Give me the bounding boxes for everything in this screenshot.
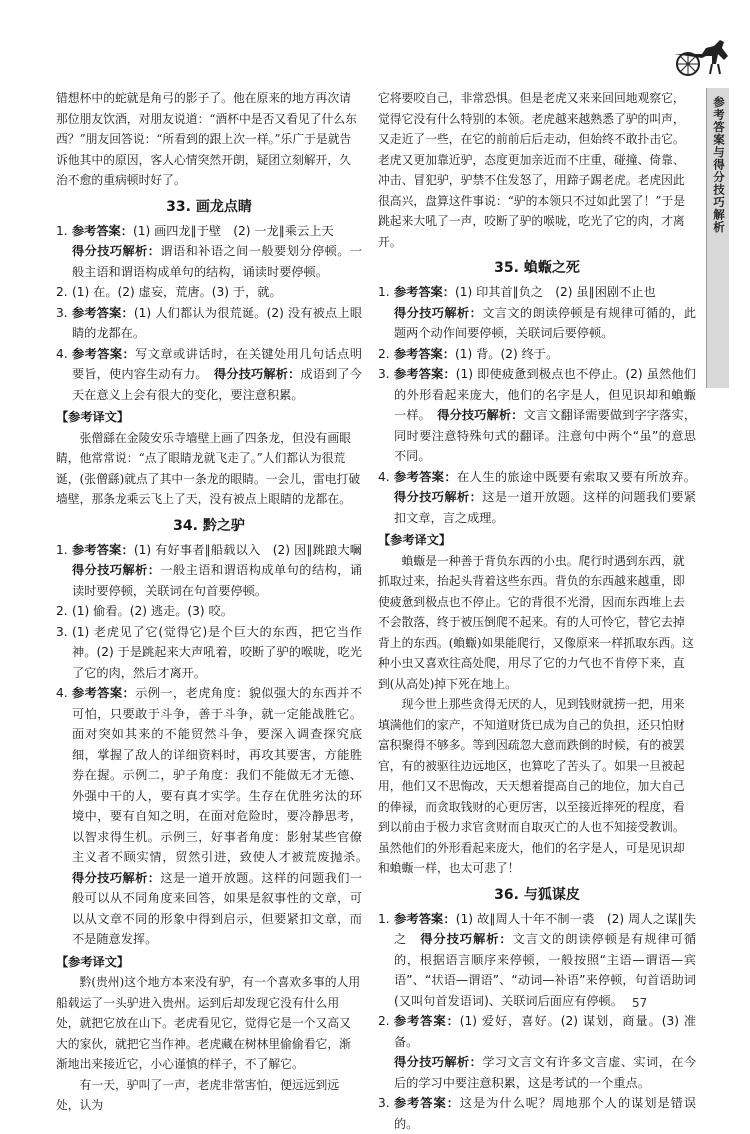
answer-item: 1. 参考答案：(1) 画四龙∥于壁 (2) 一龙∥乘云上天 [56,223,334,238]
answer-item: 1. 参考答案：(1) 有好事者∥船载以入 (2) 因∥跳踉大㘎 得分技巧解析：一般主语和谓语构成单句的结构，诵读时要停顿，关联词在句首要停顿。 [56,542,363,598]
left-column [56,88,362,1116]
translation-text: 张僧繇在金陵安乐寺墙壁上画了四条龙，但没有画眼睛，他常常说：“点了眼睛龙就飞走了。”人们都认为很荒诞，(张僧繇)就点了其中一条龙的眼睛。一会儿，雷电打破墙壁，那条龙乘云飞上了天，没有被点上眼睛的龙都在。 [56,430,361,506]
answer-item: 2. (1) 偷看。(2) 逃走。(3) 咬。 [56,604,233,618]
answer-item: 1. 参考答案：(1) 印其首∥负之 (2) 虽∥困剧不止也 [378,285,656,299]
translation-text: 蝜蝂是一种善于背负东西的小虫。爬行时遇到东西，就抓取过来，抬起头背着这些东西。背负的东西越来越重，即使疲惫到极点也不停止。它的背很不光滑，因而东西堆上去不会散落，终于被压倒爬不起来。有的人可怜它，替它去掉背上的东西。(蝜蝂)如果能爬行，又像原来一样抓取东西。这种小虫又喜欢往高处爬，用尽了它的力气也不肯停下来，直到(从高处)掉下死在地上。 [378,553,694,691]
answer-item: 4. 参考答案：写文章或讲话时，在关键处用几句话点明要旨，使内容生动有力。 得分技巧解析：成语到了今天在意义上会有很大的变化，要注意积累。 [56,346,363,402]
translation-text: 有一天，驴叫了一声，老虎非常害怕，便远远到远处，认为 [56,1077,340,1112]
translation-heading: 【参考译文】 [378,533,452,547]
section-title: 35. 蝜蝂之死 [494,260,580,276]
answer-item: 2. 参考答案：(1) 爱好，喜好。(2) 谋划，商量。(3) 准备。 [378,1014,697,1049]
translation-text: 黔(贵州)这个地方本来没有驴，有一个喜欢多事的人用船载运了一头驴进入贵州。运到后却发现它没有什么用处，就把它放在山下。老虎看见它，觉得它是一个又高又大的家伙，就把它当作神。老虎藏在树林里偷偷看它，渐渐地出来接近它，小心谨慎的样子，不了解它。 [56,975,361,1071]
answer-item: 3. 参考答案：(1) 即使疲惫到极点也不停止。(2) 虽然他们的外形看起来庞大，他们的名字是人，但见识却和蝜蝂一样。 得分技巧解析：文言文翻译需要做到字字落实，同时要注意特殊句式的翻译。注意句中两个“虽”的意思不同。 [378,367,697,463]
answer-item: 2. 参考答案：(1) 背。(2) 终于。 [378,346,559,361]
right-column [378,88,696,1134]
answer-item: 1. 参考答案：(1) 故∥周人十年不制一裘 (2) 周人之谋∥失之 得分技巧解析：文言文的朗读停顿是有规律可循的，根据语言顺序来停顿，一般按照“主语—谓语—宾语”、“状语—谓语”、“动词—补语”来停顿，句首语助词(又叫句首发语词)、关联词后面应有停顿。 [378,911,697,1008]
sidebar-label: 参考答案与得分技巧解析 [712,96,726,234]
translation-text: 现今世上那些贪得无厌的人，见到钱财就捞一把，用来填满他们的家产，不知道财货已成为自己的负担，还只怕财富积聚得不够多。等到因疏忽大意而跌倒的时候，有的被罢官，有的被驱往边远地区，也算吃了苦头了。如果一旦被起用，他们又不思悔改，天天想着提高自己的地位，加大自己的俸禄，而贪取钱财的心更厉害，以至接近摔死的程度，看到以前由于极力求官贪财而自取灭亡的人也不知接受教训。虽然他们的外形看起来庞大，他们的名字是人，可是见识却和蝜蝂一样，也太可悲了！ [378,697,685,875]
translation-text: 它将要咬自己，非常恐惧。但是老虎又来来回回地观察它，觉得它没有什么特别的本领。老虎越来越熟悉了驴的叫声，又走近了一些，在它的前前后后走动，但始终不敢扑击它。老虎又更加靠近驴，态度更加亲近而不庄重，碰撞、倚靠、冲击、冒犯驴，驴禁不住发怒了，用蹄子踢老虎。老虎因此很高兴，盘算这件事说：“驴的本领只不过如此罢了！”于是跳起来大吼了一声，咬断了驴的喉咙，吃光了它的肉，才离开。 [378,91,685,249]
section-title: 36. 与狐谋皮 [494,886,580,903]
answer-item: 3. (1) 老虎见了它(觉得它)是个巨大的东西，把它当作神。(2) 于是跳起来大声吼着，咬断了驴的喉咙，吃光了它的肉，然后才离开。 [56,624,362,680]
translation-heading: 【参考译文】 [56,410,130,424]
tip-text: 得分技巧解析：谓语和补语之间一般要划分停顿。一般主语和谓语构成单句的结构，诵读时要停顿。 [72,244,363,279]
answer-item: 3. 参考答案：(1) 人们都认为很荒诞。(2) 没有被点上眼睛的龙都在。 [56,305,363,340]
section-title: 34. 黔之驴 [173,517,245,534]
section-title: 33. 画龙点睛 [166,198,252,215]
translation-heading: 【参考译文】 [56,954,130,969]
answer-item: 3. 参考答案：这是为什么呢？周地那个人的谋划是错误的。 [378,1096,697,1131]
translation-text: 错想杯中的蛇就是角弓的影子了。他在原来的地方再次请那位朋友饮酒，对朋友说道：“酒杯中是否又看见了什么东西？”朋友回答说：“所看到的跟上次一样。”乐广于是就告诉他其中的原因，客人心情突然开朗，疑团立刻解开，久治不愈的重病顿时好了。 [56,91,357,187]
answer-item: 4. 参考答案：在人生的旅途中既要有索取又要有所放弃。得分技巧解析：这是一道开放题。这样的问题我们要紧扣文章，言之成理。 [378,469,697,525]
page-number: 57 [632,996,648,1010]
tip-text: 得分技巧解析：学习文言文有许多文言虚、实词，在今后的学习中要注意积累，这是考试的一个重点。 [394,1055,697,1090]
chariot-logo-icon [668,34,732,78]
tip-text: 得分技巧解析：文言文的朗读停顿是有规律可循的，此题两个动作间要停顿，关联词后要停顿。 [394,305,697,340]
answer-item: 4. 参考答案：示例一，老虎角度：貌似强大的东西并不可怕，只要敢于斗争，善于斗争，就一定能战胜它。面对突如其来的不能贸然斗争，要深入调查探究底细，掌握了敌人的详细资料时，再攻其要害，方能胜券在握。示例二，驴子角度：我们不能做无才无德、外强中干的人，要有真才实学。生存在优胜劣汰的环境中，要有自知之明，在面对危险时，要冷静思考，以智求得生机。示例三，好事者角度：影射某些官僚主义者不顾实情，贸然引进，致使人才被荒废抛杀。 得分技巧解析：这是一道开放题。这样的问题我们一般可以从不同角度来回答，如果是叙事性的文章，可以从文章不同的形象中得到启示，但要紧扣文章，而不是随意发挥。 [56,686,363,946]
answer-item: 2. (1) 在。(2) 虚妄，荒唐。(3) 于，就。 [56,285,282,299]
sidebar-tab [706,88,729,388]
